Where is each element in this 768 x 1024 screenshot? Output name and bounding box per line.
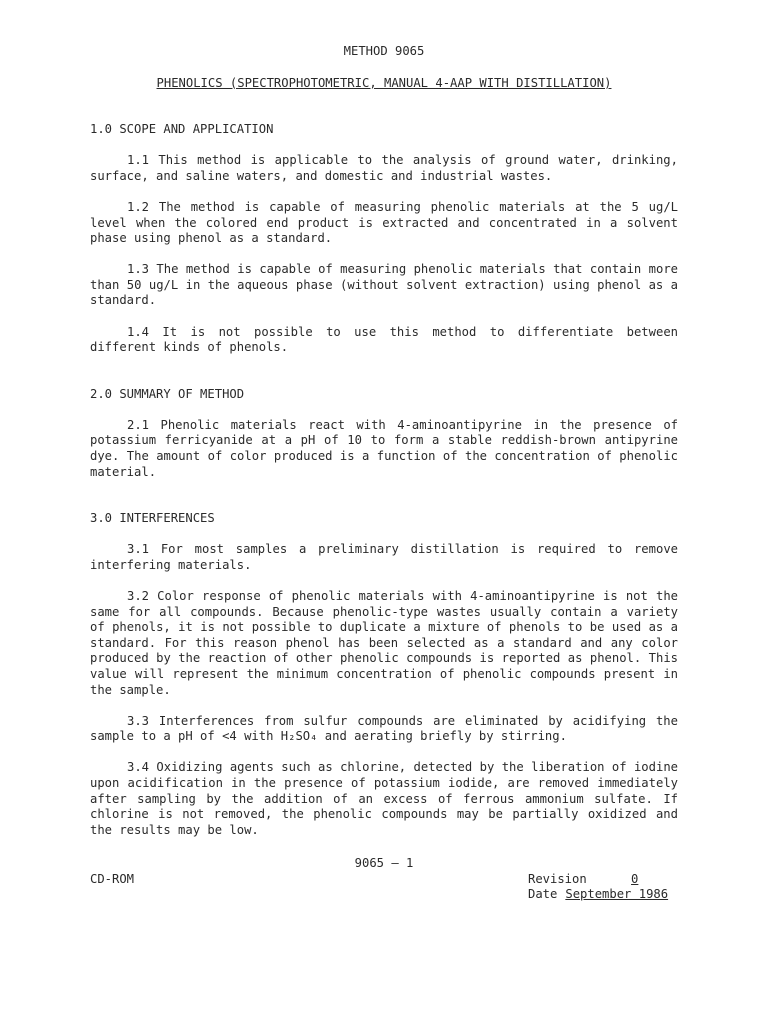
- paragraph-1-3: 1.3 The method is capable of measuring phenolic materials that contain more than 50 ug/L in the aqueous phase (without solvent extraction) using phenol as a standard.: [90, 262, 678, 308]
- page-footer: [90, 856, 678, 903]
- document-page: [90, 44, 678, 838]
- paragraph-3-4: 3.4 Oxidizing agents such as chlorine, detected by the liberation of iodine upon acidification in the presence of potassium iodide, are removed immediately after sampling by the addition of an excess of ferrous ammonium sulfate. If chlorine is not removed, the phenolic compounds may be partially oxidized and the results may be low.: [90, 760, 678, 837]
- page-number: 9065 — 1: [354, 856, 414, 870]
- section-heading-summary: 2.0 SUMMARY OF METHOD: [90, 386, 245, 401]
- method-number: METHOD 9065: [343, 44, 425, 58]
- paragraph-3-2: 3.2 Color response of phenolic materials with 4-aminoantipyrine is not the same for all compounds. Because phenolic-type wastes usually contain a variety of phenols, it is not possible to duplicate a mixture of phenols to be used as a standard. For this reason phenol has been selected as a standard and any color produced by the reaction of other phenolic compounds is reported as phenol. This value will represent the minimum concentration of phenolic compounds present in the sample.: [90, 588, 678, 697]
- revision-label: Revision: [528, 871, 587, 886]
- media-label: CD-ROM: [90, 871, 135, 886]
- section-heading-interferences: 3.0 INTERFERENCES: [90, 511, 215, 526]
- paragraph-2-1: 2.1 Phenolic materials react with 4-aminoantipyrine in the presence of potassium ferricyanide at a pH of 10 to form a stable reddish-brown antipyrine dye. The amount of color produced is a function of the concentration of phenolic material.: [90, 417, 678, 479]
- date-label: Date: [528, 887, 558, 902]
- paragraph-1-4: 1.4 It is not possible to use this method to differentiate between different kinds of phenols.: [90, 324, 678, 355]
- paragraph-1-1: 1.1 This method is applicable to the analysis of ground water, drinking, surface, and saline waters, and domestic and industrial wastes.: [90, 153, 678, 183]
- document-title: PHENOLICS (SPECTROPHOTOMETRIC, MANUAL 4-AAP WITH DISTILLATION): [156, 75, 612, 90]
- revision-value: 0: [631, 871, 639, 886]
- date-value: September 1986: [565, 887, 669, 902]
- paragraph-1-2: 1.2 The method is capable of measuring phenolic materials at the 5 ug/L level when the colored end product is extracted and concentrated in a solvent phase using phenol as a standard.: [90, 199, 678, 246]
- paragraph-3-3: 3.3 Interferences from sulfur compounds are eliminated by acidifying the sample to a pH of <4 with H₂SO₄ and aerating briefly by stirring.: [90, 713, 678, 744]
- paragraph-3-1: 3.1 For most samples a preliminary distillation is required to remove interfering materials.: [90, 542, 678, 572]
- revision-block: [528, 872, 678, 903]
- section-heading-scope: 1.0 SCOPE AND APPLICATION: [90, 122, 274, 137]
